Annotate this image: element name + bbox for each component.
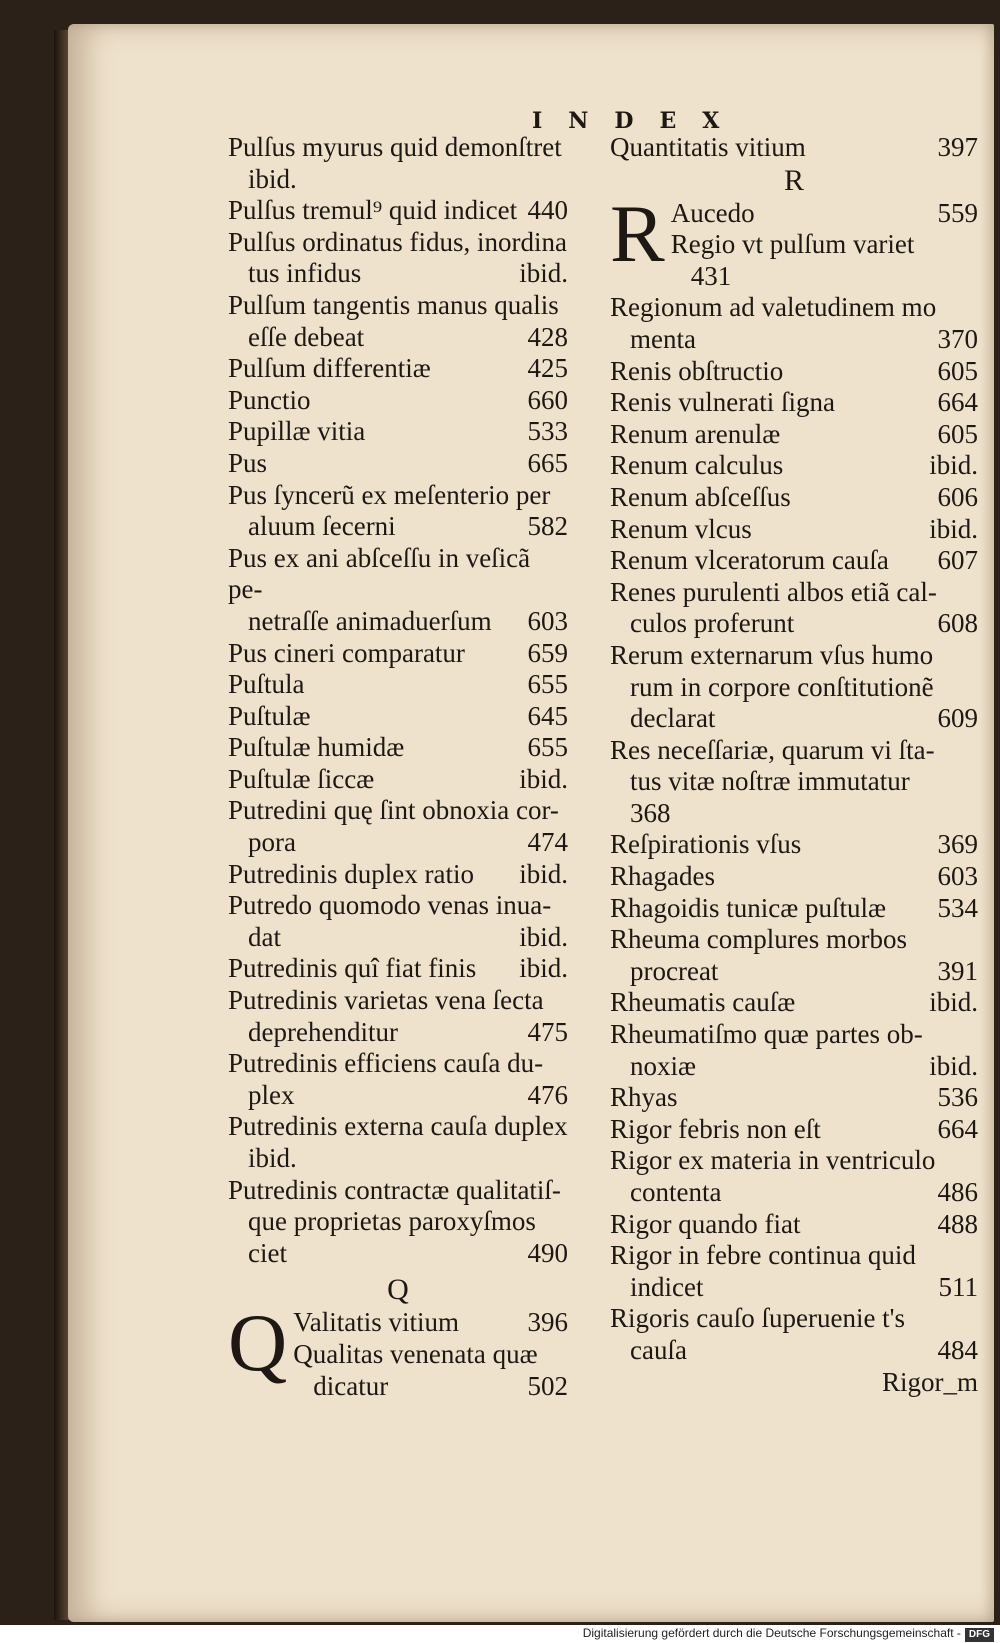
entry-text: Renum arenulæ <box>610 418 781 449</box>
catchword: Rigor_m <box>881 1366 978 1397</box>
entry-text: Rheumatis cauſæ <box>610 987 796 1018</box>
entry-text: Rerum externarum vſus humo <box>610 639 934 670</box>
entry-text: culos proferunt <box>630 608 795 639</box>
page-number: 664 <box>937 1113 978 1144</box>
entry-text: 431 <box>690 260 732 291</box>
entry-text: Rigor febris non eſt <box>610 1113 821 1144</box>
entry-text: Putredinis duplex ratio <box>228 858 474 889</box>
index-entry <box>228 195 568 227</box>
page-number: 484 <box>937 1334 978 1365</box>
index-entry <box>610 577 978 640</box>
entry-text: 368 <box>630 797 671 828</box>
page-number: ibid. <box>929 1050 978 1081</box>
entry-text: Puſtulæ ſiccæ <box>228 763 375 794</box>
index-entry <box>610 735 978 830</box>
entry-text: noxiæ <box>630 1050 697 1081</box>
entry-text: Rigor quando fiat <box>610 1208 801 1239</box>
index-entry <box>610 1240 978 1303</box>
dfg-logo: DFG <box>965 1628 994 1642</box>
entry-text: procreat <box>630 955 719 986</box>
index-entry <box>610 1209 978 1241</box>
page-number: 476 <box>527 1079 568 1110</box>
index-entry <box>610 132 978 164</box>
page-number: 605 <box>937 418 978 449</box>
entry-text: Rhagades <box>610 861 715 892</box>
entry-text: Rheuma complures morbos <box>610 924 907 955</box>
entry-text: menta <box>630 323 696 354</box>
entry-text: Putredo quomodo venas inua- <box>228 890 552 921</box>
entry-text: Rigor in febre continua quid <box>610 1240 916 1271</box>
index-entry <box>228 859 568 891</box>
index-entry <box>228 543 568 638</box>
entry-text: Regio vt pulſum variet <box>670 229 915 260</box>
index-entry <box>228 638 568 670</box>
page-number: 603 <box>527 605 568 636</box>
entry-text: Putredinis contractæ qualitatiſ- <box>228 1174 561 1205</box>
page-number: 655 <box>527 732 568 763</box>
section-letter: Q <box>387 1273 409 1307</box>
index-entry <box>610 419 978 451</box>
index-entry <box>228 1175 568 1270</box>
entry-text: Putredinis efficiens cauſa du- <box>228 1048 544 1079</box>
page-number: 606 <box>937 481 978 512</box>
page-number: 425 <box>527 353 568 384</box>
page-number: 428 <box>527 321 568 352</box>
entry-text: Putredini quę ſint obnoxia cor- <box>228 795 559 826</box>
entry-text: Pupillæ vitia <box>228 416 366 447</box>
index-entry <box>610 1082 978 1114</box>
index-entry <box>610 924 978 987</box>
page-number: 659 <box>527 637 568 668</box>
page-number: 488 <box>937 1208 978 1239</box>
entry-text: Renum vlcus <box>610 513 752 544</box>
initial-block <box>228 1307 568 1402</box>
entry-text: Pulſus myurus quid demonſtret <box>228 132 562 162</box>
index-entry <box>610 450 978 482</box>
index-entry <box>228 701 568 733</box>
index-entry <box>610 1019 978 1082</box>
index-entry <box>610 829 978 861</box>
index-entry <box>610 1145 978 1208</box>
entry-text: Pus <box>228 447 268 478</box>
entry-text: Renis vulnerati ſigna <box>610 387 835 418</box>
entry-text: Rheumatiſmo quæ partes ob- <box>610 1019 923 1050</box>
entry-text: Putredinis externa cauſa duplex <box>228 1111 568 1142</box>
index-entry <box>610 1303 978 1366</box>
index-entry <box>610 514 978 546</box>
entry-text: Renum abſceſſus <box>610 481 791 512</box>
index-entry <box>228 1048 568 1111</box>
entry-text: dicatur <box>313 1370 389 1401</box>
page-number: 370 <box>937 323 978 354</box>
entry-text: Pus cineri comparatur <box>228 637 465 668</box>
entry-text: Res neceſſariæ, quarum vi ſta- <box>610 734 935 765</box>
page-number: 660 <box>527 384 568 415</box>
index-column-right <box>610 132 978 1398</box>
page-number: 534 <box>937 892 978 923</box>
entry-text: tus vitæ noſtræ immutatur <box>630 766 910 797</box>
entry-text: aluum ſecerni <box>248 511 396 542</box>
entry-text: Punctio <box>228 384 311 415</box>
index-entry <box>610 292 978 355</box>
entry-text: contenta <box>630 1177 722 1207</box>
page-number: 502 <box>527 1370 568 1401</box>
index-entry <box>610 482 978 514</box>
entry-text: Renum vlceratorum cauſa <box>610 545 889 576</box>
entry-text: plex <box>248 1079 295 1110</box>
index-entry <box>228 890 568 953</box>
index-entry <box>610 640 978 735</box>
page-number: 391 <box>937 955 978 986</box>
entry-text: Puſtula <box>228 669 305 700</box>
entry-text: Regionum ad valetudinem mo <box>610 292 937 323</box>
index-entry <box>228 764 568 796</box>
entry-text: Puſtulæ humidæ <box>228 732 405 763</box>
entry-text: Rigoris cauſo ſuperuenie t's <box>610 1303 906 1334</box>
index-entry <box>228 985 568 1048</box>
page-number: 490 <box>527 1237 568 1268</box>
entry-text: Pulſus tremul⁹ quid indicet <box>228 195 518 226</box>
entry-text: ciet <box>248 1237 287 1268</box>
index-entry <box>293 1307 568 1339</box>
index-entry <box>610 987 978 1019</box>
index-entry <box>610 893 978 925</box>
page-number: 536 <box>937 1082 978 1113</box>
page-number: 474 <box>527 827 568 858</box>
entry-text: Putredinis quî fiat finis <box>228 953 477 984</box>
page-number: 603 <box>937 861 978 892</box>
entry-text: Quantitatis vitium <box>610 132 806 162</box>
page-number: 582 <box>527 511 568 542</box>
entry-text: Reſpirationis vſus <box>610 829 802 860</box>
entry-text: ibid. <box>248 1143 297 1173</box>
page-number: 665 <box>527 447 568 478</box>
index-entry <box>228 953 568 985</box>
index-entry <box>671 229 978 292</box>
entry-text: Putredinis varietas vena ſecta <box>228 985 544 1016</box>
entry-text: Pulſum differentiæ <box>228 353 431 384</box>
index-entry <box>228 227 568 290</box>
entry-text: Rhyas <box>610 1082 678 1113</box>
entry-text: Aucedo <box>670 197 755 228</box>
index-column-left <box>228 132 568 1402</box>
page-number: 369 <box>937 829 978 860</box>
entry-text: Renum calculus <box>610 450 784 481</box>
index-entry <box>228 732 568 764</box>
entry-text: declarat <box>630 703 716 734</box>
index-entry <box>610 356 978 388</box>
running-head: INDEX <box>532 108 746 134</box>
entry-text: Pus ſyncerũ ex meſenterio per <box>228 479 551 510</box>
index-entry <box>610 861 978 893</box>
entry-text: Pus ex ani abſceſſu in veſicã pe- <box>228 542 531 605</box>
index-entry <box>610 1114 978 1146</box>
entry-text: Renes purulenti albos etiã cal- <box>610 576 937 607</box>
page-number: 645 <box>527 700 568 731</box>
entry-text: tus infidus <box>248 258 362 289</box>
index-entry <box>293 1339 568 1402</box>
entry-text: Valitatis vitium <box>293 1307 459 1338</box>
entry-text: eſſe debeat <box>248 321 365 352</box>
page-number: 655 <box>527 669 568 700</box>
index-entry <box>228 1111 568 1174</box>
entry-text: pora <box>248 827 296 858</box>
entry-text: indicet <box>630 1271 704 1302</box>
entry-text: cauſa <box>630 1334 687 1365</box>
page-number: 397 <box>937 132 978 162</box>
index-entry <box>228 416 568 448</box>
page-number: 475 <box>527 1016 568 1047</box>
index-entry <box>228 132 568 195</box>
page-number: 559 <box>937 197 978 228</box>
page-number: ibid. <box>929 450 978 481</box>
initial-block <box>610 198 978 293</box>
funding-footer <box>534 1623 994 1643</box>
entry-text: Rigor ex materia in ventriculo <box>610 1145 936 1176</box>
entry-text: ibid. <box>248 163 297 194</box>
page-number: 608 <box>937 608 978 639</box>
index-entry <box>671 198 978 230</box>
index-entry <box>610 387 978 419</box>
entry-text: Puſtulæ <box>228 700 311 731</box>
drop-initial: Q <box>228 1307 288 1389</box>
index-entry <box>228 795 568 858</box>
index-entry <box>228 480 568 543</box>
index-entry <box>610 545 978 577</box>
page-number: 664 <box>937 387 978 418</box>
index-entry <box>228 385 568 417</box>
page-number: ibid. <box>519 921 568 952</box>
section-letter: R <box>783 163 804 197</box>
page-number: 396 <box>527 1307 568 1338</box>
entry-text: rum in corpore conſtitutionẽ <box>630 671 934 702</box>
entry-text: Rhagoidis tunicæ puſtulæ <box>610 892 887 923</box>
page-number: ibid. <box>519 953 568 984</box>
page-number: ibid. <box>929 987 978 1018</box>
page-number: 511 <box>938 1271 978 1302</box>
index-entry <box>228 353 568 385</box>
entry-text: que proprietas paroxyſmos <box>248 1206 536 1237</box>
index-entry <box>228 290 568 353</box>
page-number: ibid. <box>519 763 568 794</box>
drop-initial: R <box>610 197 665 279</box>
page-number: 607 <box>937 545 978 576</box>
entry-text: Qualitas venenata quæ <box>293 1338 538 1369</box>
page-number: 440 <box>527 195 568 226</box>
entry-text: Pulſus ordinatus fidus, inordina <box>228 226 567 257</box>
entry-text: dat <box>248 921 281 952</box>
page-number: ibid. <box>929 513 978 544</box>
page-number: ibid. <box>519 258 568 289</box>
page-number: 533 <box>527 416 568 447</box>
page-number: ibid. <box>519 858 568 889</box>
page-number: 486 <box>937 1177 978 1207</box>
entry-text: Renis obſtructio <box>610 355 784 386</box>
entry-text: Pulſum tangentis manus qualis <box>228 289 559 320</box>
page-number: 605 <box>937 355 978 386</box>
index-entry <box>228 448 568 480</box>
footer-text: Digitalisierung gefördert durch die Deutsche Forschungsgemeinschaft - <box>582 1626 961 1640</box>
entry-text: netraſſe animaduerſum <box>248 605 492 636</box>
entry-text: deprehenditur <box>248 1016 398 1047</box>
page-number: 609 <box>937 703 978 734</box>
index-entry <box>228 669 568 701</box>
